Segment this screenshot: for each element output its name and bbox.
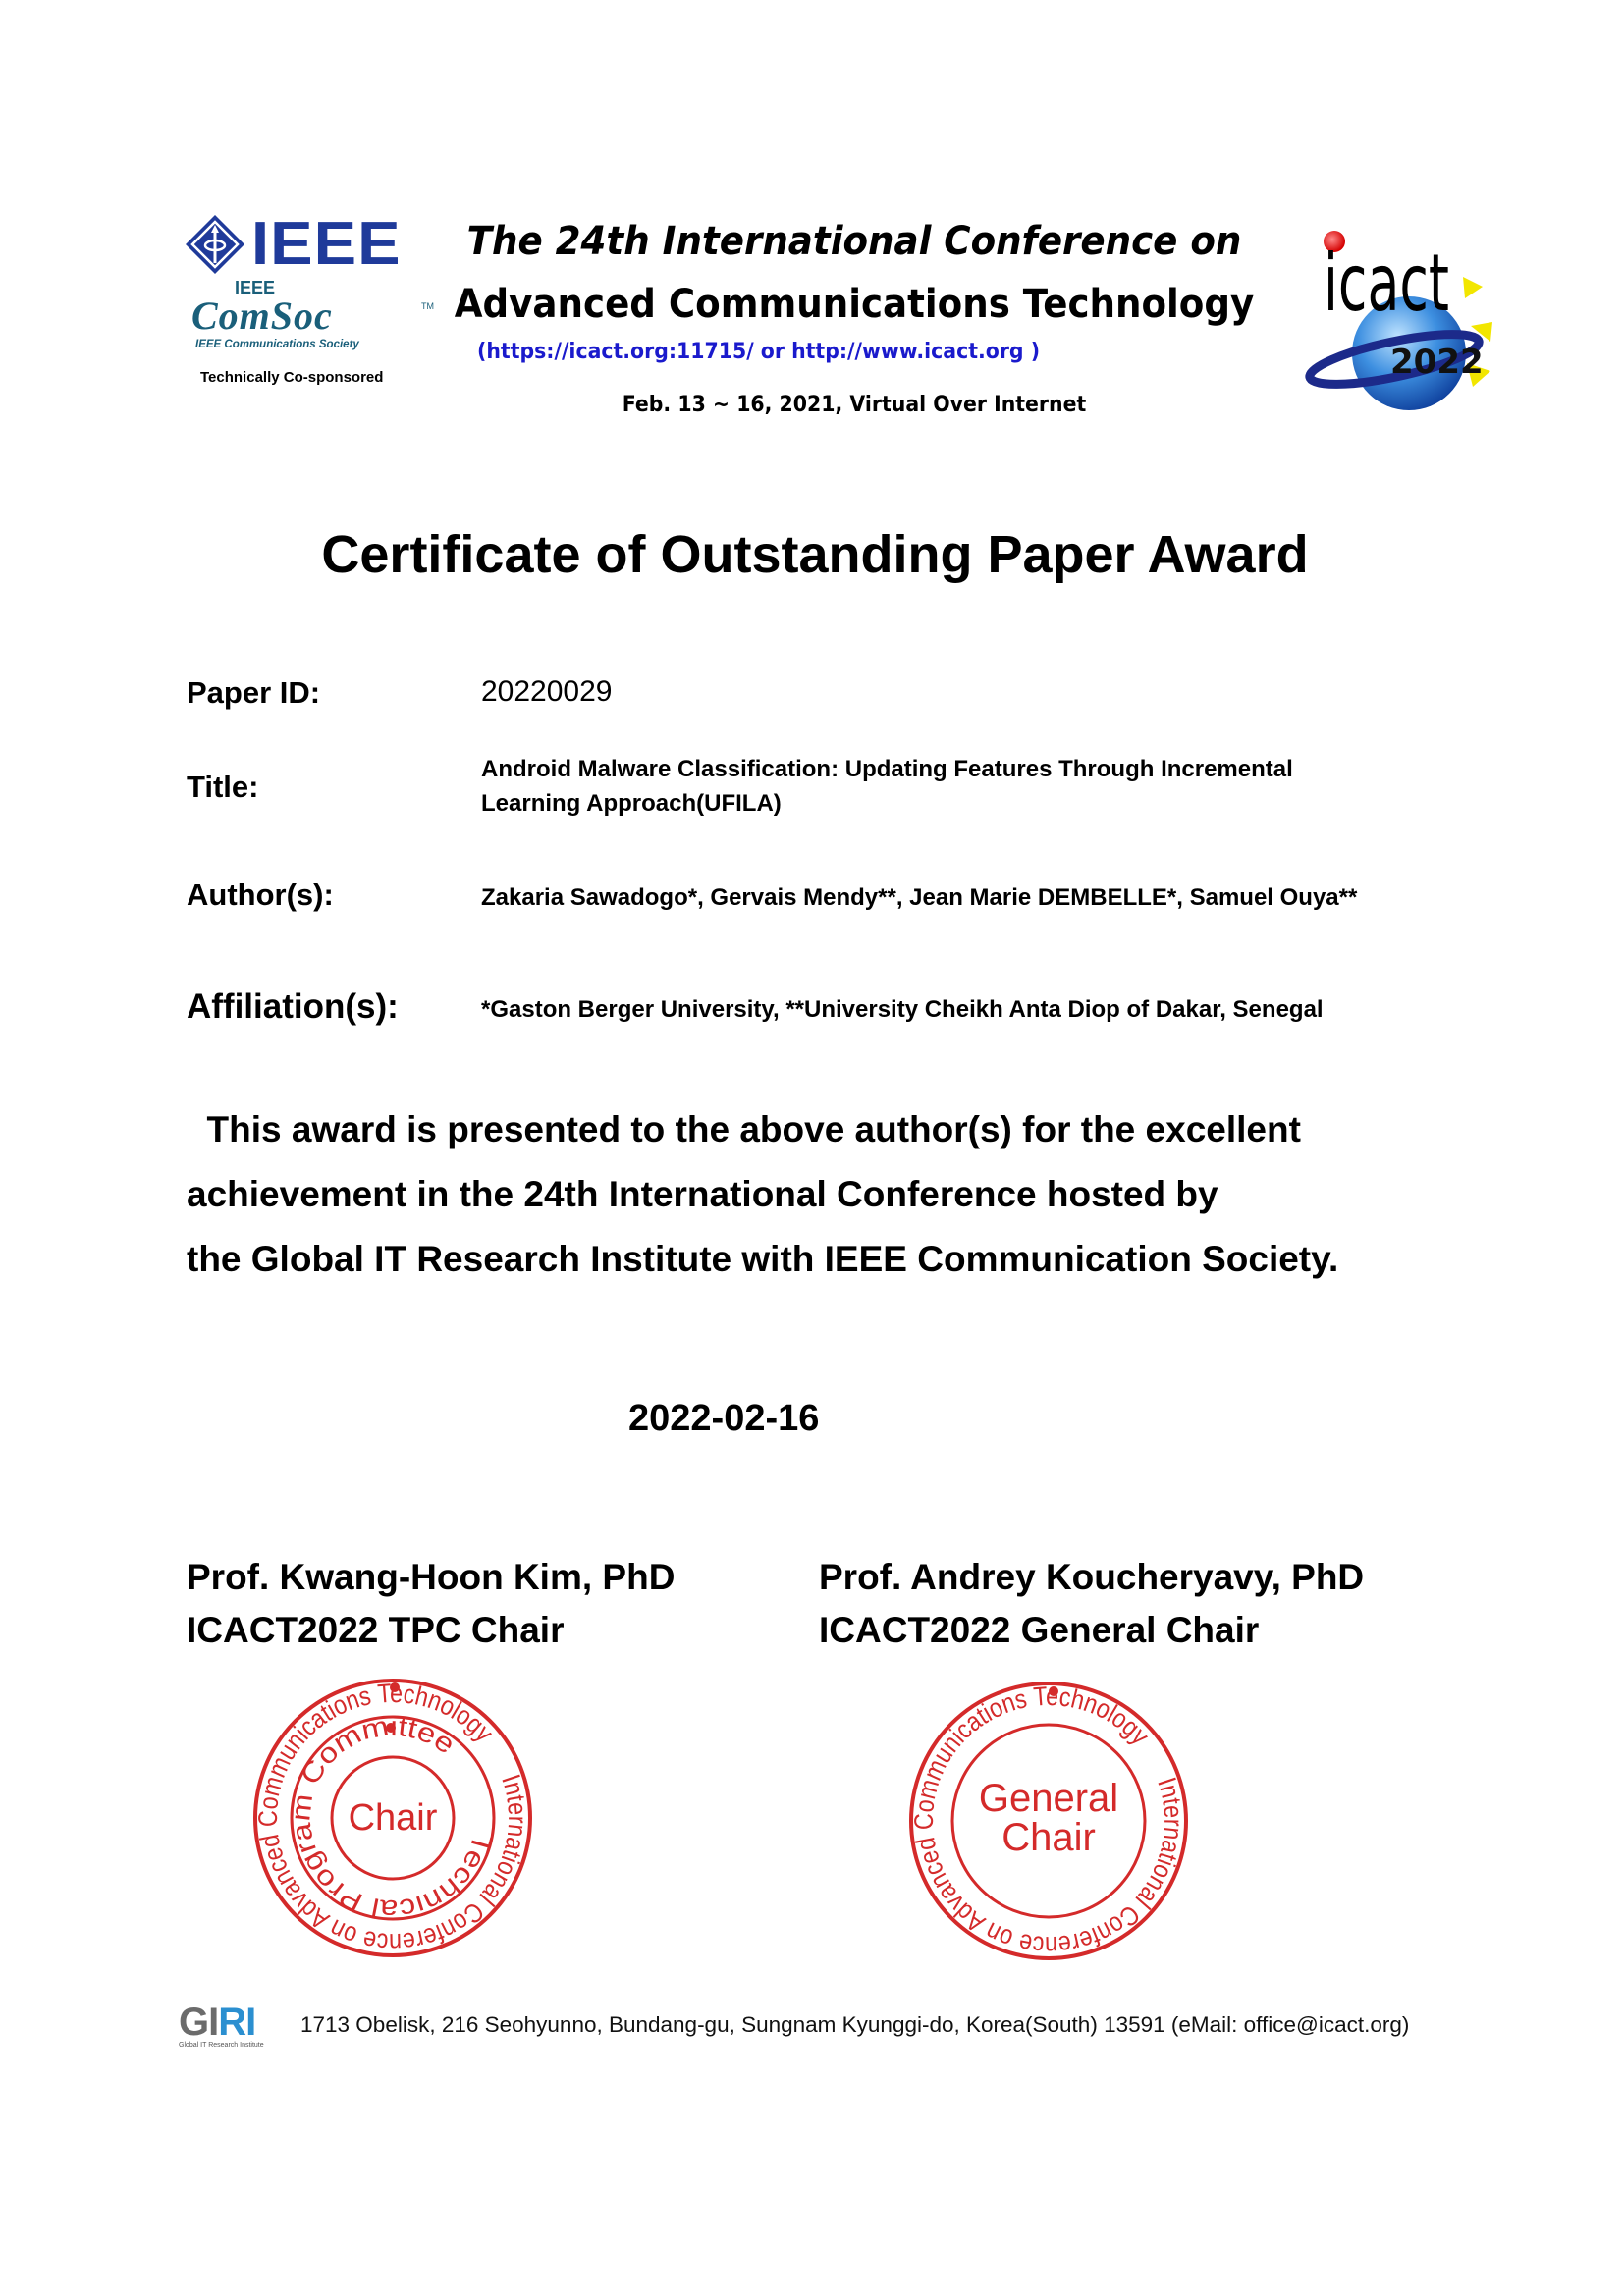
ieee-logo	[185, 210, 402, 278]
comsoc-tm-text: TM	[421, 301, 434, 311]
giri-logo-text: GIRI	[179, 2001, 256, 2044]
icact-globe-icon	[1296, 216, 1532, 412]
svg-text:International Conference on Ad: International Conference on Advanced Communications Technology	[252, 1678, 533, 1958]
award-date: 2022-02-16	[628, 1398, 820, 1439]
cosponsor-label: Technically Co-sponsored	[200, 369, 384, 386]
signatory-1-name: Prof. Kwang-Hoon Kim, PhD	[187, 1557, 676, 1597]
seal-2-center-line1: General	[978, 1777, 1119, 1820]
seal-1-center-text: Chair	[348, 1797, 438, 1839]
authors-value: Zakaria Sawadogo*, Gervais Mendy**, Jean Marie DEMBELLE*, Samuel Ouya**	[481, 884, 1358, 911]
award-text-line2: achievement in the 24th International Conference hosted by	[187, 1174, 1218, 1214]
svg-text:International Conference on Ad: International Conference on Advanced Communications Technology	[908, 1681, 1189, 1961]
comsoc-logo	[189, 279, 435, 367]
giri-logo	[179, 2002, 287, 2052]
conference-title-line2: Advanced Communications Technology	[454, 282, 1255, 327]
affiliations-label: Affiliation(s):	[187, 988, 399, 1026]
affiliations-value: *Gaston Berger University, **University Cheikh Anta Diop of Dakar, Senegal	[481, 996, 1324, 1023]
authors-label: Author(s):	[187, 878, 334, 912]
signatory-2-role: ICACT2022 General Chair	[819, 1610, 1260, 1650]
conference-dates: Feb. 13 ~ 16, 2021, Virtual Over Internet	[622, 393, 1087, 417]
svg-text:Technical Program Committee: Technical Program Comm ttee	[285, 1711, 499, 1926]
signatory-2-name: Prof. Andrey Koucheryavy, PhD	[819, 1557, 1365, 1597]
ieee-diamond-icon	[185, 214, 245, 275]
award-text-line3: the Global IT Research Institute with IEEE Communication Society.	[187, 1239, 1339, 1279]
icact-word: icact	[1324, 238, 1449, 329]
paper-title-line1: Android Malware Classification: Updating Features Through Incremental	[481, 756, 1293, 782]
paper-id-label: Paper ID:	[187, 675, 321, 710]
certificate-title: Certificate of Outstanding Paper Award	[321, 525, 1309, 584]
ieee-logo-text: IEEE	[251, 210, 402, 278]
paper-title-line2: Learning Approach(UFILA)	[481, 790, 782, 817]
award-text-line1: This award is presented to the above author(s) for the excellent	[187, 1109, 1301, 1149]
comsoc-name-text: ComSoc	[191, 294, 333, 338]
seal-2-center-line2: Chair	[1001, 1816, 1096, 1859]
comsoc-ieee-text: IEEE	[235, 278, 276, 297]
comsoc-subtitle: IEEE Communications Society	[195, 339, 359, 350]
icact-year: 2022	[1390, 343, 1484, 382]
tpc-chair-seal	[245, 1671, 540, 1965]
icact-logo	[1296, 216, 1532, 412]
conference-title-line1: The 24th International Conference on	[466, 219, 1242, 264]
title-label: Title:	[187, 770, 259, 804]
conference-urls[interactable]: (https://icact.org:11715/ or http://www.icact.org )	[477, 340, 1041, 364]
signatory-1-role: ICACT2022 TPC Chair	[187, 1610, 565, 1650]
footer-address: 1713 Obelisk, 216 Seohyunno, Bundang-gu, Sungnam Kyunggi-do, Korea(South) 13591 (eMail: office@icact.org)	[300, 2012, 1410, 2037]
paper-id-value: 20220029	[481, 675, 613, 708]
giri-logo-subtitle: Global IT Research Institute	[179, 2042, 264, 2049]
general-chair-seal	[901, 1674, 1196, 1968]
